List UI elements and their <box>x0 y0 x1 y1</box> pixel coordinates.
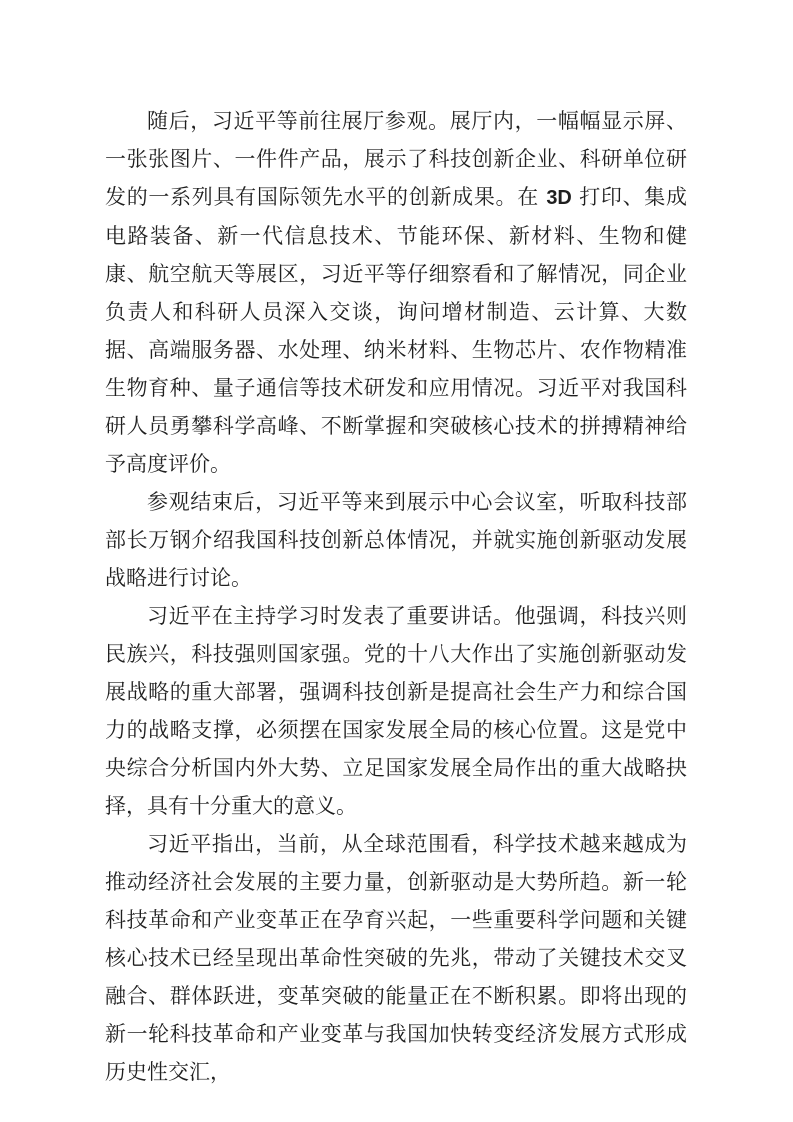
paragraph-speech-strategy: 习近平在主持学习时发表了重要讲话。他强调，科技兴则民族兴，科技强则国家强。党的十八大作出了实施创新驱动发展战略的重大部署，强调科技创新是提高社会生产力和综合国力的战略支撑，必须摆在国家发展全局的核心位置。这是党中央综合分析国内外大势、立足国家发展全局作出的重大战略抉择，具有十分重大的意义。 <box>105 604 687 818</box>
latin-text-3d: 3D <box>546 187 572 209</box>
paragraph-meeting-room: 参观结束后，习近平等来到展示中心会议室，听取科技部部长万钢介绍我国科技创新总体情况，并就实施创新驱动发展战略进行讨论。 <box>105 490 687 590</box>
paragraph-global-trend: 习近平指出，当前，从全球范围看，科学技术越来越成为推动经济社会发展的主要力量，创新驱动是大势所趋。新一轮科技革命和产业变革正在孕育兴起，一些重要科学问题和关键核心技术已经呈现出革命性突破的先兆，带动了关键技术交叉融合、群体跃进，变革突破的能量正在不断积累。即将出现的新一轮科技革命和产业变革与我国加快转变经济发展方式形成历史性交汇， <box>105 832 687 1084</box>
paragraph-text-segment: 打印、集成电路装备、新一代信息技术、节能环保、新材料、生物和健康、航空航天等展区，习近平等仔细察看和了解情况，同企业负责人和科研人员深入交谈，询问增材制造、云计算、大数据、高端服务器、水处理、纳米材料、生物芯片、农作物精准生物育种、量子通信等技术研发和应用情况。习近平对我国科研人员勇攀科学高峰、不断掌握和突破核心技术的拼搏精神给予高度评价。 <box>105 185 687 476</box>
paragraph-exhibition-visit <box>105 102 687 483</box>
document-body-text <box>105 102 687 1091</box>
paragraph-text-segment: 随后，习近平等前往展厅参观。展厅内，一幅幅显示屏、一张张图片、一件件产品，展示了科技创新企业、科研单位研发的一系列具有国际领先水平的创新成果。在 <box>105 109 687 209</box>
